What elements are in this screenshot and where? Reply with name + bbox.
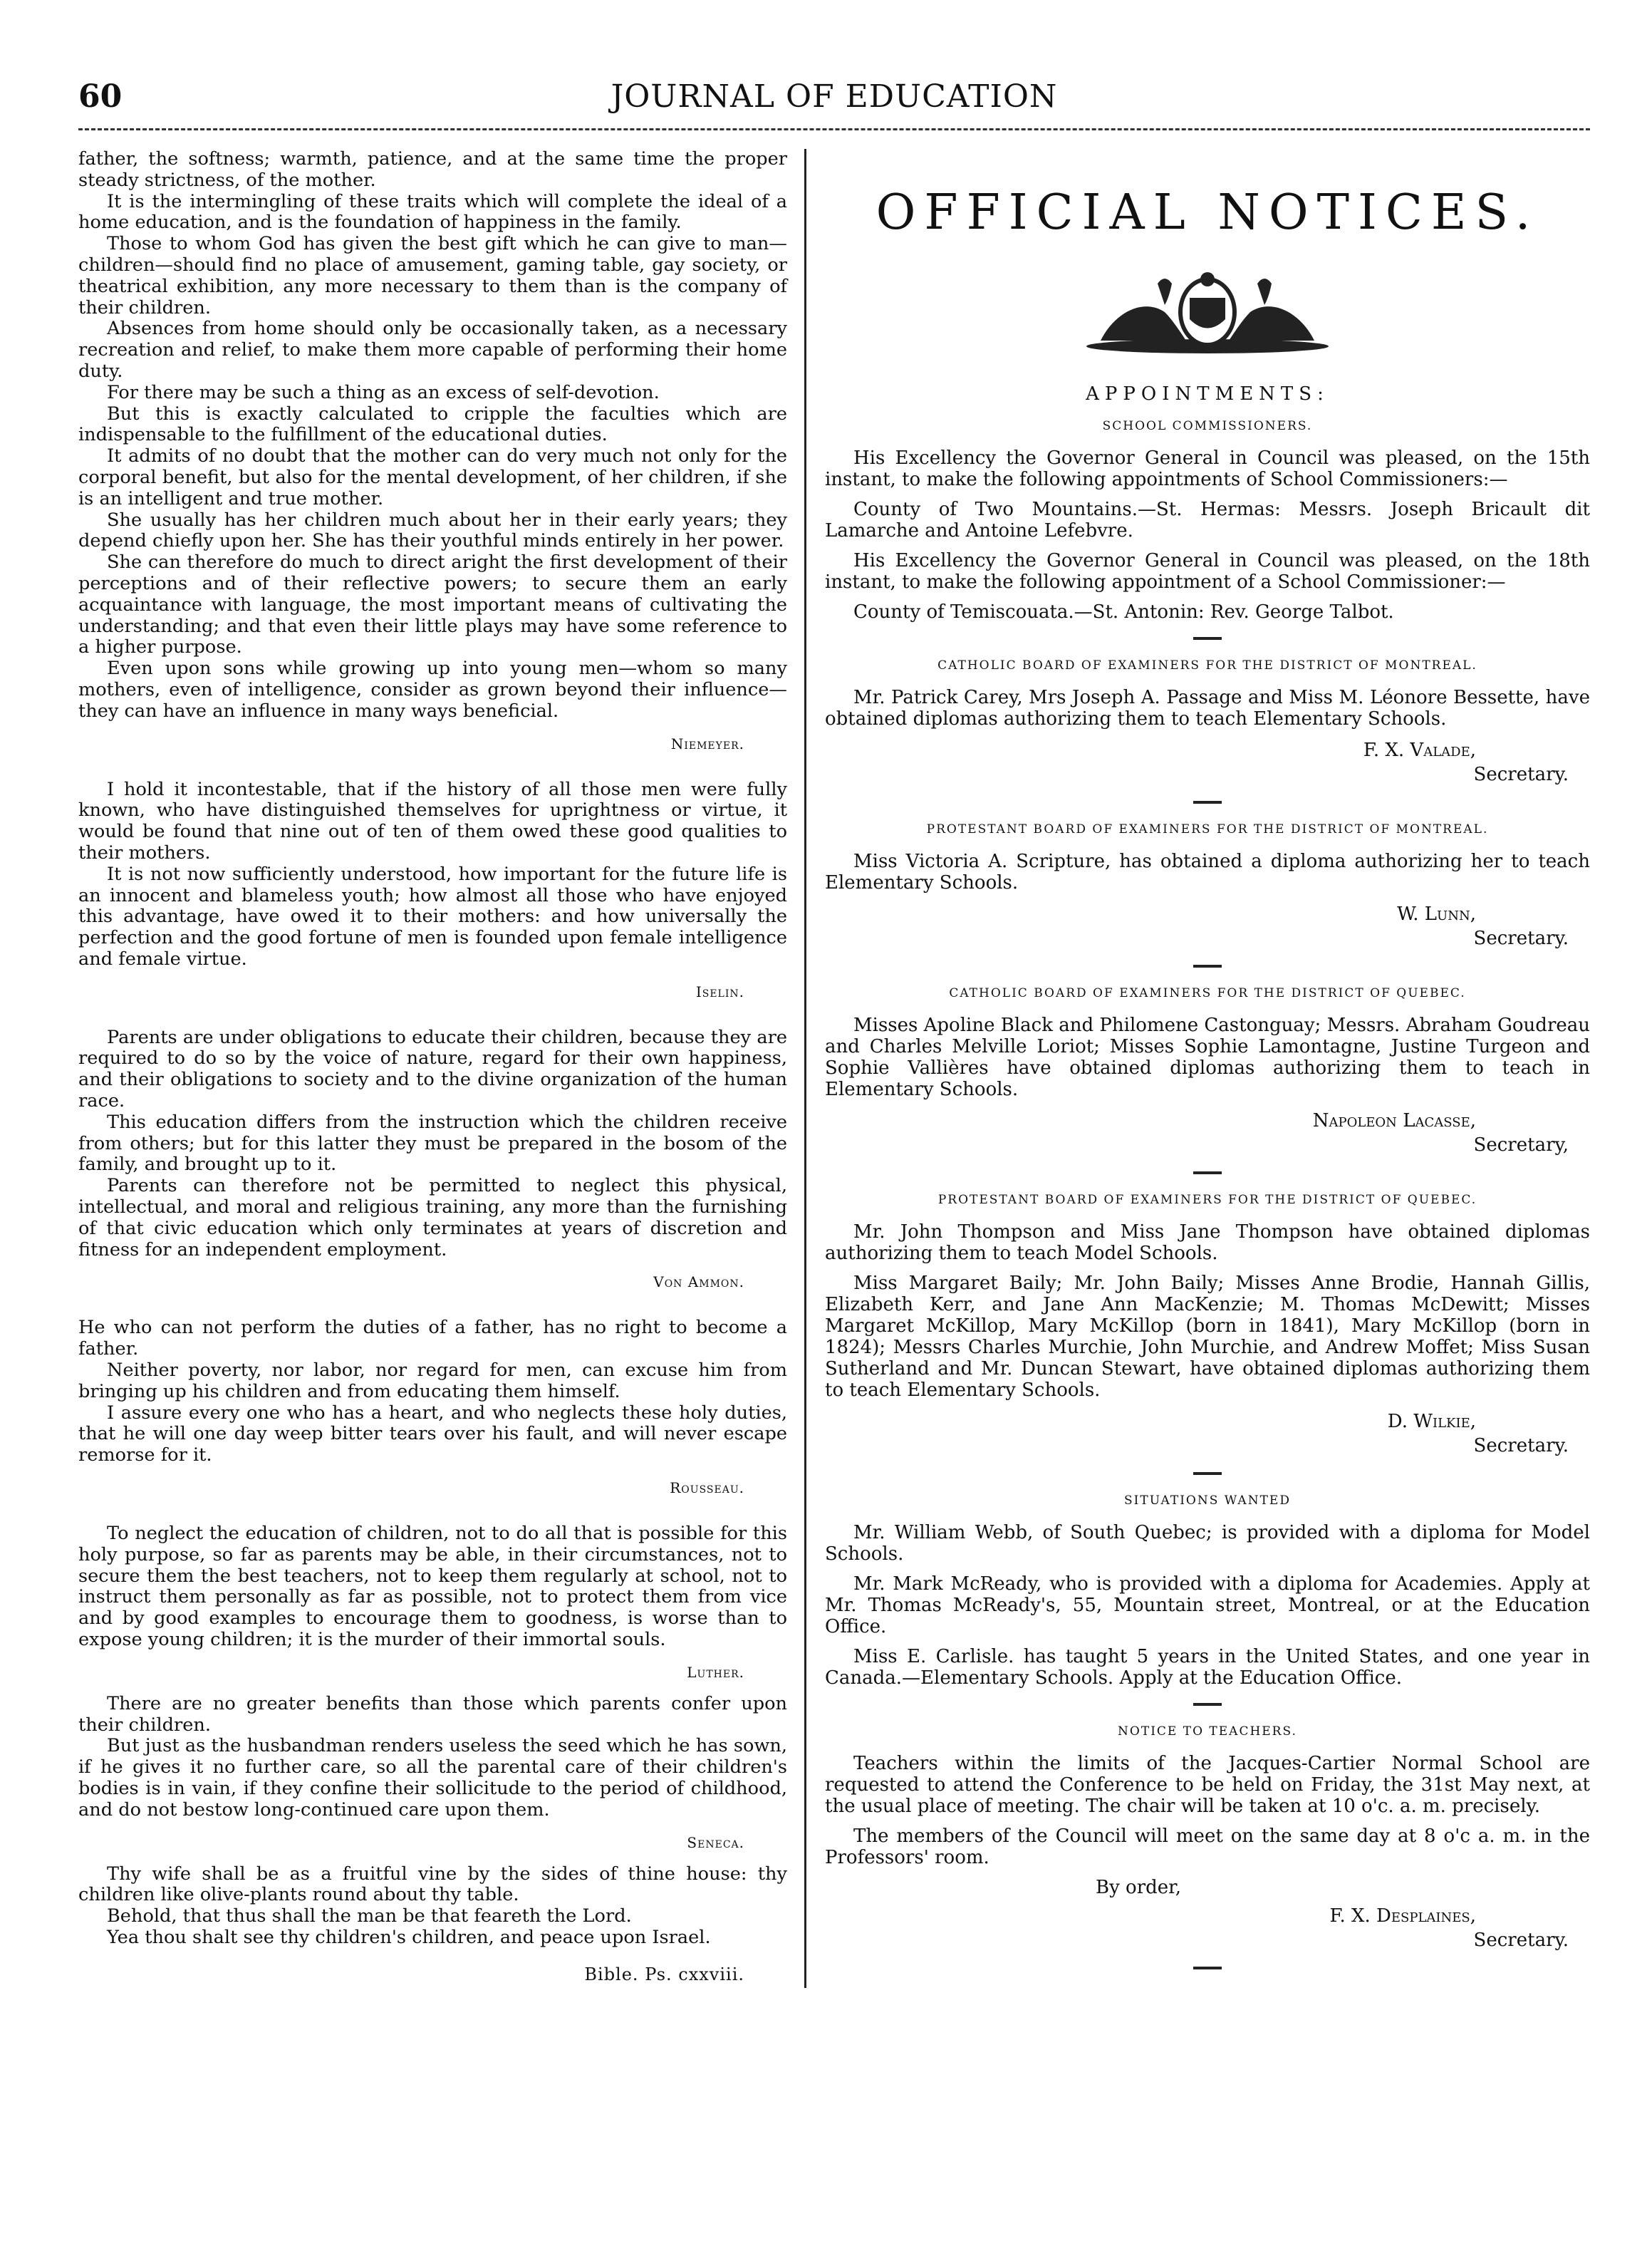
paragraph: Absences from home should only be occasionally taken, as a necessary recreation and relief, to make them more capable of performing their home duty.	[78, 318, 787, 382]
appointments-heading: APPOINTMENTS:	[1086, 383, 1329, 405]
royal-coat-of-arms-icon	[1072, 269, 1343, 355]
page-number: 60	[78, 78, 123, 115]
signer-role: Secretary.	[1473, 928, 1569, 949]
paragraph: Parents can therefore not be permitted to neglect this physical, intellectual, and moral and religious training, any more than the furnishing of that civic education which only terminates at years of discretion and fitness for an independent employment.	[78, 1175, 787, 1260]
divider	[1193, 1967, 1222, 1969]
paragraph: I hold it incontestable, that if the history of all those men were fully known, who have distinguished themselves for uprightness or virtue, it would be found that nine out of ten of them owed these good qualities to their mothers.	[78, 778, 787, 864]
paragraph: Misses Apoline Black and Philomene Castonguay; Messrs. Abraham Goudreau and Charles Melville Loriot; Misses Sophie Lamontagne, Justine Turgeon and Sophie Vallières have obtained diplomas authorizing them to teach in Elementary Schools.	[825, 1015, 1590, 1100]
quote-niemeyer	[78, 149, 787, 752]
paragraph: There are no greater benefits than those which parents confer upon their children.	[78, 1692, 787, 1736]
divider	[1193, 637, 1222, 640]
paragraph: The members of the Council will meet on the same day at 8 o'c a. m. in the Professors' room.	[825, 1826, 1590, 1868]
paragraph: Mr. Mark McReady, who is provided with a diploma for Academies. Apply at Mr. Thomas McReady's, 55, Mountain street, Montreal, or at the Education Office.	[825, 1573, 1590, 1637]
quote-luther	[78, 1523, 787, 1681]
official-notices-title: OFFICIAL NOTICES.	[876, 185, 1539, 241]
paragraph: Those to whom God has given the best gift which he can give to man—children—should find no place of amusement, gaming table, gay society, or theatrical exhibition, any more necessary to them than is the company of their children.	[78, 233, 787, 319]
left-column	[78, 149, 806, 1988]
paragraph: He who can not perform the duties of a father, has no right to become a father.	[78, 1317, 787, 1360]
paragraph: Neither poverty, nor labor, nor regard for men, can excuse him from bringing up his children and from educating them himself.	[78, 1360, 787, 1402]
signer: Napoleon Lacasse,	[1312, 1110, 1476, 1132]
paragraph: To neglect the education of children, not to do all that is possible for this holy purpose, so far as parents may be able, in their circumstances, not to secure them the best teachers, not to keep them regularly at school, not to instruct them personally as far as possible, not to protect them from vice and by good examples to encourage them to goodness, is worse than to expose young children; it is the murder of their immortal souls.	[78, 1523, 787, 1651]
paragraph: Thy wife shall be as a fruitful vine by the sides of thine house: thy children like olive-plants round about thy table.	[78, 1863, 787, 1906]
right-column	[806, 149, 1590, 1988]
paragraph: Parents are under obligations to educate their children, because they are required to do so by the voice of nature, regard for their own happiness, and their obligations to society and to the divine organization of the human race.	[78, 1026, 787, 1112]
paragraph: Teachers within the limits of the Jacques-Cartier Normal School are requested to attend the Conference to be held on Friday, the 31st May next, at the usual place of meeting. The chair will be taken at 10 o'c. a. m. precisely.	[825, 1753, 1590, 1817]
attribution: Seneca.	[687, 1833, 744, 1851]
paragraph: For there may be such a thing as an excess of self-devotion.	[107, 381, 660, 403]
quote-iselin	[78, 780, 787, 1000]
paragraph: Miss Margaret Baily; Mr. John Baily; Misses Anne Brodie, Hannah Gillis, Elizabeth Kerr, and Jane Ann MacKenzie; M. Thomas McDewitt; Misses Margaret McKillop, Mary McKillop (born in 1841), Mary McKillop (born in 1824); Messrs Charles Murchie, John Murchie, and Andrew Moffet; Miss Susan Sutherland and Mr. Duncan Stewart, have obtained diplomas authorizing them to teach Elementary Schools.	[825, 1273, 1590, 1401]
board-heading: PROTESTANT BOARD OF EXAMINERS FOR THE DISTRICT OF MONTREAL.	[926, 822, 1489, 837]
divider	[1193, 1171, 1222, 1174]
paragraph: Yea thou shalt see thy children's children, and peace upon Israel.	[107, 1926, 711, 1948]
paragraph: It is the intermingling of these traits which will complete the ideal of a home education, and is the foundation of happiness in the family.	[78, 190, 787, 234]
quote-rousseau	[78, 1317, 787, 1496]
paragraph: It admits of no doubt that the mother can do very much not only for the corporal benefit, but also for the mental development, of her children, if she is an intelligent and true mother.	[78, 445, 787, 509]
board-heading: PROTESTANT BOARD OF EXAMINERS FOR THE DISTRICT OF QUEBEC.	[937, 1193, 1477, 1207]
divider	[1193, 965, 1222, 968]
attribution: Luther.	[687, 1663, 744, 1681]
board-catholic-montreal	[825, 658, 1590, 787]
paragraph: She can therefore do much to direct aright the first development of their perceptions and of their reflective powers; to secure them an early acquaintance with language, the most important means of cultivating the understanding; and that even their little plays may have some reference to a higher purpose.	[78, 552, 787, 658]
divider	[1193, 1703, 1222, 1706]
quote-bible	[78, 1864, 787, 1984]
board-catholic-quebec	[825, 986, 1590, 1157]
signer-role: Secretary,	[1473, 1134, 1569, 1156]
paragraph: County of Two Mountains.—St. Hermas: Messrs. Joseph Bricault dit Lamarche and Antoine Lefebvre.	[825, 499, 1590, 542]
paragraph: Mr. John Thompson and Miss Jane Thompson have obtained diplomas authorizing them to teach Model Schools.	[825, 1221, 1590, 1264]
paragraph: I assure every one who has a heart, and who neglects these holy duties, that he will one day weep bitter tears over his fault, and will never escape remorse for it.	[78, 1402, 787, 1466]
divider	[1193, 1472, 1222, 1475]
board-protestant-montreal	[825, 822, 1590, 951]
board-protestant-quebec	[825, 1193, 1590, 1458]
page-header	[78, 71, 1590, 130]
signer: F. X. Desplaines,	[1329, 1905, 1476, 1927]
attribution: Von Ammon.	[653, 1273, 744, 1291]
paragraph: County of Temiscouata.—St. Antonin: Rev. George Talbot.	[853, 601, 1394, 623]
paragraph: Mr. Patrick Carey, Mrs Joseph A. Passage and Miss M. Léonore Bessette, have obtained diplomas authorizing them to teach Elementary Schools.	[825, 687, 1590, 730]
situations-wanted-heading: SITUATIONS WANTED	[1124, 1493, 1291, 1508]
school-commissioners-heading: SCHOOL COMMISSIONERS.	[1102, 419, 1313, 433]
notice-heading: NOTICE TO TEACHERS.	[1118, 1724, 1297, 1739]
signer-role: Secretary.	[1473, 1930, 1569, 1951]
signer-role: Secretary.	[1473, 764, 1569, 785]
paragraph: She usually has her children much about her in their early years; they depend chiefly upon her. She has their youthful minds entirely in her power.	[78, 509, 787, 552]
attribution: Rousseau.	[670, 1479, 744, 1497]
board-heading: CATHOLIC BOARD OF EXAMINERS FOR THE DISTRICT OF QUEBEC.	[949, 986, 1466, 1000]
by-order: By order,	[1096, 1877, 1182, 1898]
attribution: Bible. Ps. cxxviii.	[584, 1964, 744, 1984]
quote-von-ammon	[78, 1027, 787, 1291]
quote-seneca	[78, 1694, 787, 1851]
paragraph: Even upon sons while growing up into young men—whom so many mothers, even of intelligence, consider as grown beyond their influence—they can have an influence in many ways beneficial.	[78, 658, 787, 722]
paragraph: But this is exactly calculated to cripple the faculties which are indispensable to the fulfillment of the educational duties.	[78, 403, 787, 446]
paragraph: It is not now sufficiently understood, how important for the future life is an innocent and blameless youth; how almost all those who have enjoyed this advantage, have owed it to their mothers: and how universally the perfection and the good fortune of men is founded upon female intelligence and female virtue.	[78, 863, 787, 970]
signer-role: Secretary.	[1473, 1435, 1569, 1456]
attribution: Iselin.	[695, 983, 744, 1000]
journal-title: JOURNAL OF EDUCATION	[611, 78, 1058, 115]
board-heading: CATHOLIC BOARD OF EXAMINERS FOR THE DISTRICT OF MONTREAL.	[937, 658, 1477, 673]
paragraph: His Excellency the Governor General in Council was pleased, on the 18th instant, to make the following appointment of a School Commissioner:—	[825, 550, 1590, 593]
paragraph: His Excellency the Governor General in Council was pleased, on the 15th instant, to make the following appointments of School Commissioners:—	[825, 447, 1590, 490]
signer: F. X. Valade,	[1363, 740, 1476, 761]
paragraph: Behold, that thus shall the man be that feareth the Lord.	[107, 1905, 632, 1927]
divider	[1193, 801, 1222, 804]
signer: D. Wilkie,	[1387, 1411, 1476, 1432]
paragraph: Mr. William Webb, of South Quebec; is provided with a diploma for Model Schools.	[825, 1522, 1590, 1565]
paragraph: This education differs from the instruction which the children receive from others; but for this latter they must be prepared in the bosom of the family, and brought up to it.	[78, 1111, 787, 1176]
paragraph: father, the softness; warmth, patience, and at the same time the proper steady strictness, of the mother.	[78, 148, 787, 191]
signer: W. Lunn,	[1397, 903, 1476, 925]
paragraph: But just as the husbandman renders useless the seed which he has sown, if he gives it no further care, so all the parental care of their children's bodies is in vain, if they confine their sollicitude to the period of childhood, and do not bestow long-continued care upon them.	[78, 1735, 787, 1821]
paragraph: Miss E. Carlisle. has taught 5 years in the United States, and one year in Canada.—Elementary Schools. Apply at the Education Office.	[825, 1646, 1590, 1689]
attribution: Niemeyer.	[670, 735, 744, 752]
paragraph: Miss Victoria A. Scripture, has obtained a diploma authorizing her to teach Elementary Schools.	[825, 851, 1590, 894]
